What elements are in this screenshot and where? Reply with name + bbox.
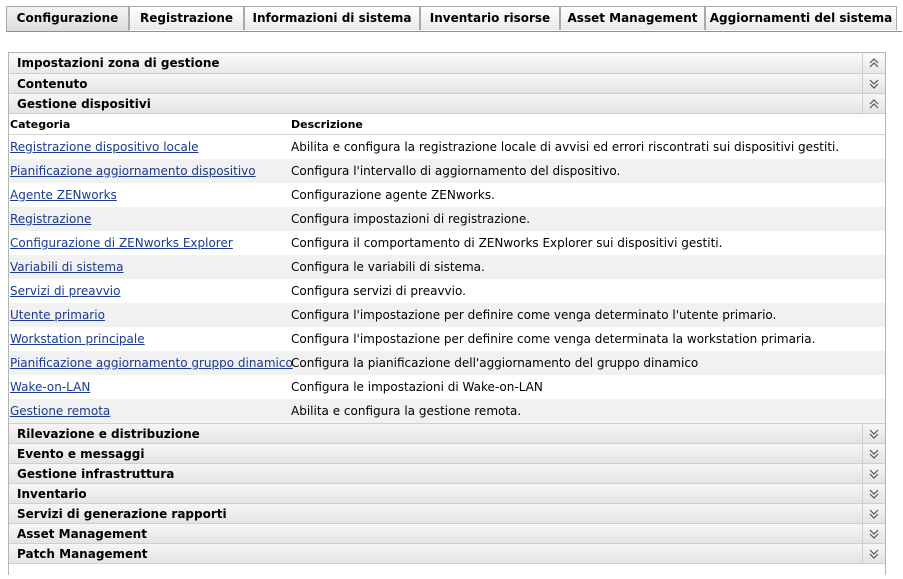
row-link[interactable]: Pianificazione aggiornamento gruppo dinamico [10,356,293,370]
table-row [9,351,885,375]
tab-registrazione[interactable]: Registrazione [129,6,244,30]
section-impostazioni-zona[interactable] [9,53,885,74]
table-row [9,231,885,255]
table-row [9,375,885,399]
section-title: Impostazioni zona di gestione [17,56,220,70]
tab-bar-baseline [6,31,902,32]
row-description: Configura le variabili di sistema. [291,260,485,274]
row-link[interactable]: Wake-on-LAN [10,380,91,394]
row-link[interactable]: Workstation principale [10,332,145,346]
double-chevron-down-icon[interactable] [862,504,885,523]
row-link[interactable]: Registrazione [10,212,92,226]
row-description: Configurazione agente ZENworks. [291,188,495,202]
section-title: Rilevazione e distribuzione [17,427,200,441]
row-link[interactable]: Configurazione di ZENworks Explorer [10,236,233,250]
table-row [9,135,885,159]
column-header-categoria: Categoria [10,118,71,131]
row-description: Configura servizi di preavvio. [291,284,466,298]
section-gestione-dispositivi[interactable] [9,94,885,114]
row-description: Configura la pianificazione dell'aggiornamento del gruppo dinamico [291,356,699,370]
section-contenuto[interactable] [9,74,885,94]
double-chevron-down-icon[interactable] [862,524,885,543]
double-chevron-down-icon[interactable] [862,464,885,483]
table-row [9,159,885,183]
table-row [9,183,885,207]
double-chevron-down-icon[interactable] [862,544,885,563]
section-asset-management[interactable] [9,524,885,544]
double-chevron-down-icon[interactable] [862,484,885,503]
tab-configurazione[interactable]: Configurazione [6,6,129,32]
row-link[interactable]: Registrazione dispositivo locale [10,140,199,154]
section-patch-management[interactable] [9,544,885,564]
tab-inventario-risorse[interactable]: Inventario risorse [420,6,560,30]
double-chevron-up-icon[interactable] [862,94,885,113]
section-evento-messaggi[interactable] [9,444,885,464]
section-title: Servizi di generazione rapporti [17,507,227,521]
section-gestione-infrastruttura[interactable] [9,464,885,484]
row-description: Configura l'intervallo di aggiornamento del dispositivo. [291,164,621,178]
section-title: Gestione dispositivi [17,97,151,111]
row-link[interactable]: Servizi di preavvio [10,284,121,298]
row-link[interactable]: Pianificazione aggiornamento dispositivo [10,164,256,178]
section-servizi-rapporti[interactable] [9,504,885,524]
tab-informazioni-di-sistema[interactable]: Informazioni di sistema [244,6,420,30]
tab-bar [6,6,902,32]
section-title: Gestione infrastruttura [17,467,175,481]
table-header [9,114,885,135]
table-row [9,399,885,423]
tab-asset-management[interactable]: Asset Management [560,6,705,30]
double-chevron-up-icon[interactable] [862,53,885,73]
section-inventario[interactable] [9,484,885,504]
row-description: Abilita e configura la gestione remota. [291,404,522,418]
settings-panel [8,52,886,575]
section-title: Contenuto [17,77,88,91]
row-description: Configura il comportamento di ZENworks Explorer sui dispositivi gestiti. [291,236,723,250]
row-description: Configura impostazioni di registrazione. [291,212,531,226]
double-chevron-down-icon[interactable] [862,424,885,443]
table-row [9,303,885,327]
section-title: Asset Management [17,527,147,541]
device-settings-table [9,135,885,424]
row-link[interactable]: Gestione remota [10,404,111,418]
row-description: Configura le impostazioni di Wake-on-LAN [291,380,543,394]
table-row [9,207,885,231]
row-link[interactable]: Variabili di sistema [10,260,124,274]
section-rilevazione-distribuzione[interactable] [9,424,885,444]
table-row [9,327,885,351]
table-row [9,279,885,303]
tab-aggiornamenti-del-sistema[interactable]: Aggiornamenti del sistema [705,6,897,30]
row-description: Configura l'impostazione per definire come venga determinata la workstation primaria. [291,332,816,346]
row-link[interactable]: Utente primario [10,308,105,322]
section-title: Evento e messaggi [17,447,145,461]
table-row [9,255,885,279]
double-chevron-down-icon[interactable] [862,74,885,93]
double-chevron-down-icon[interactable] [862,444,885,463]
section-title: Inventario [17,487,87,501]
row-description: Abilita e configura la registrazione locale di avvisi ed errori riscontrati sui dispositivi gestiti. [291,140,840,154]
column-header-descrizione: Descrizione [291,118,363,131]
row-description: Configura l'impostazione per definire come venga determinato l'utente primario. [291,308,777,322]
section-title: Patch Management [17,547,148,561]
row-link[interactable]: Agente ZENworks [10,188,117,202]
